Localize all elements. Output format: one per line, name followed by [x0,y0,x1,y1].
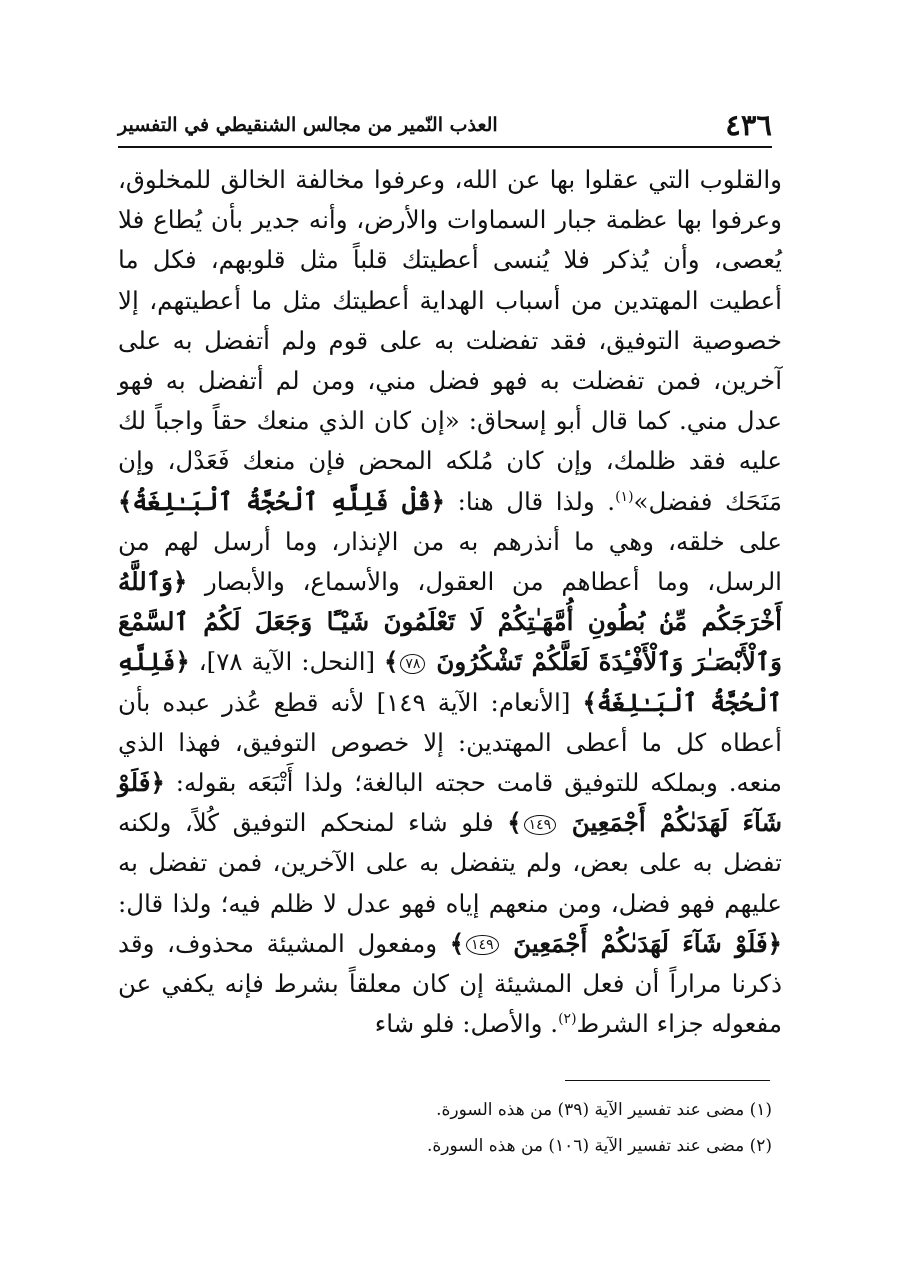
ayah-number-mark: ٧٨ [400,654,425,674]
footnote-2: (٢) مضى عند تفسير الآية (١٠٦) من هذه السورة. [426,1136,772,1156]
text-segment: . ولذا قال هنا: [445,486,616,516]
footnote-ref-1: (١) [615,488,634,505]
quran-quote: ﴿فَلَوْ شَآءَ لَهَدَىٰكُمْ أَجْمَعِينَ [118,768,782,838]
text-segment: [النحل: الآية ٧٨]، [189,647,385,677]
text-segment: والقلوب التي عقلوا بها عن الله، وعرفوا مخالفة الخالق للمخلوق، وعرفوا بها عظمة جبار السماوات والأرض، وأنه جدير بأن يُطاع فلا يُعصى، وأن يُذكر فلا يُنسى أعطيتك قلباً مثل قلوبهم، فكل ما أعطيت المهتدين من أسباب الهداية أعطيتك مثل ما أعطيتهم، إلا خصوصية التوفيق، فقد تفضلت به على قوم ولم أتفضل به على آخرين، فمن تفضلت به فهو فضل مني، ومن لم أتفضل به فهو عدل مني. كما قال أبو إسحاق: «إن كان الذي منعك حقاً واجباً لك عليه فقد ظلمك، وإن كان مُلكه المحض فإن منعك فَعَدْل، وإن مَنَحَك ففضل» [118,165,782,516]
quran-quote-close: ﴾ [384,647,399,677]
page-header [118,104,772,148]
quran-quote: ﴿وَٱللَّهُ أَخْرَجَكُم مِّنۢ بُطُونِ أُمَّهَـٰتِكُمْ لَا تَعْلَمُونَ شَيْـًٔا وَجَعَلَ لَكُمُ ٱلسَّمْعَ وَٱلْأَبْصَـٰرَ وَٱلْأَفْـِٔدَةَ لَعَلَّكُمْ تَشْكُرُونَ [118,567,782,677]
footnote-divider [565,1080,770,1081]
page-number: ٤٣٦ [725,108,772,142]
footnotes [118,1092,772,1164]
quran-quote-close: ﴾ [507,808,522,838]
text-segment: على خلقه، وهي ما أنذرهم به من الإنذار، وما أرسل لهم من الرسل، وما أعطاهم من العقول، والأسماع، والأبصار [118,526,782,597]
text-segment: . والأصل: فلو شاء [374,1009,559,1039]
quran-quote-close: ﴾ [449,928,465,958]
text-segment: [الأنعام: الآية ١٤٩] لأنه قطع عُذر عبده بأن أعطاه كل ما أعطى المهتدين: إلا خصوص التوفيق، فهذا الذي منعه. وبملكه للتوفيق قامت حجته البالغة؛ ولذا أَتْبَعَه بقوله: [118,687,782,798]
footnote-ref-2: (٢) [558,1011,577,1028]
ayah-number-mark: ١٤٩ [466,935,499,955]
quran-quote: ﴿فَلَوْ شَآءَ لَهَدَىٰكُمْ أَجْمَعِينَ [513,928,783,958]
footnote-1: (١) مضى عند تفسير الآية (٣٩) من هذه السورة. [436,1100,772,1120]
quran-quote: ﴿قُلْ فَلِلَّهِ ٱلْحُجَّةُ ٱلْبَـٰلِغَةُ﴾ [118,486,446,516]
running-title: العذب النّمير من مجالس الشنقيطي في التفسير [118,114,498,136]
main-text [118,160,782,1044]
quran-quote: ﴿فَلِلَّهِ ٱلْحُجَّةُ ٱلْبَـٰلِغَةُ﴾ [118,647,782,717]
text-segment: فلو شاء لمنحكم التوفيق كُلاً، ولكنه تفضل به على بعض، ولم يتفضل به على الآخرين، فمن تفضل به عليهم فهو فضل، ومن منعهم إياه فهو عدل لا ظلم فيه؛ ولذا قال: [118,808,782,918]
text-segment: ومفعول المشيئة محذوف، وقد ذكرنا مراراً أن فعل المشيئة إن كان معلقاً بشرط فإنه يكفي عن مفعوله جزاء الشرط [118,928,782,1039]
ayah-number-mark: ١٤٩ [524,815,557,835]
